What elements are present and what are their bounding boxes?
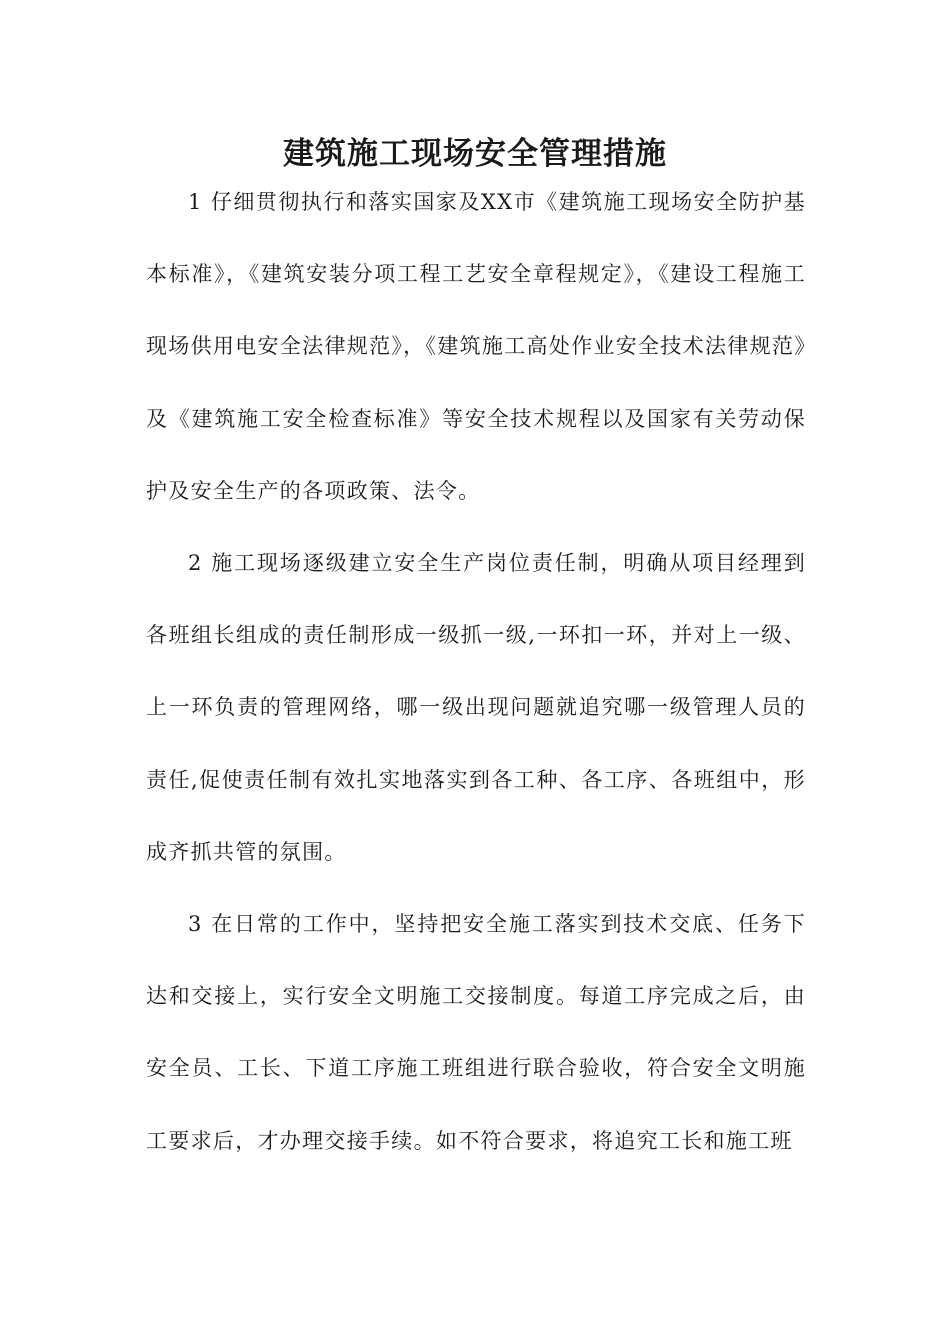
paragraph-2: 2 施工现场逐级建立安全生产岗位责任制，明确从项目经理到各班组长组成的责任制形成一级抓一级,一环扣一环，并对上一级、上一环负责的管理网络，哪一级出现问题就追究哪一级管理人员的责任,促使责任制有效扎实地落实到各工种、各工序、各班组中，形成齐抓共管的氛围。: [146, 551, 806, 864]
paragraph-3: 3 在日常的工作中，坚持把安全施工落实到技术交底、任务下达和交接上，实行安全文明施工交接制度。每道工序完成之后，由安全员、工长、下道工序施工班组进行联合验收，符合安全文明施工要求后，才办理交接手续。如不符合要求，将追究工长和施工班: [146, 912, 806, 1153]
document-body: [146, 166, 806, 1177]
paragraph-1: 1 仔细贯彻执行和落实国家及XX市《建筑施工现场安全防护基本标准》，《建筑安装分项工程工艺安全章程规定》，《建设工程施工现场供用电安全法律规范》，《建筑施工高处作业安全技术法律规范》及《建筑施工安全检查标准》等安全技术规程以及国家有关劳动保护及安全生产的各项政策、法令。: [146, 190, 806, 503]
document-title: 建筑施工现场安全管理措施: [283, 136, 667, 172]
